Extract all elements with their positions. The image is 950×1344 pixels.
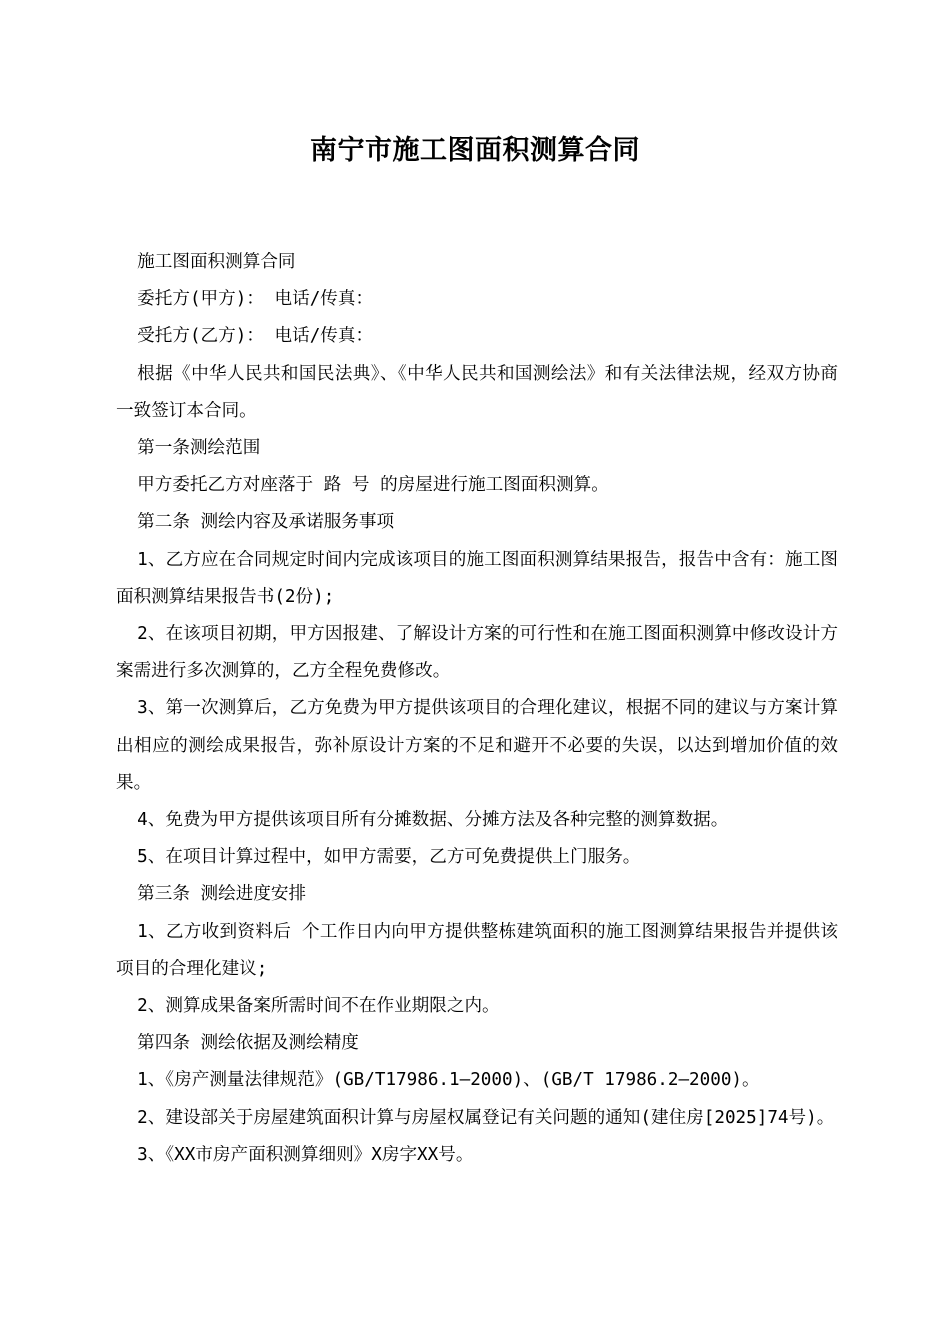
article-4-heading: 第四条 测绘依据及测绘精度 <box>137 1033 359 1054</box>
article-4-item-2: 2、建设部关于房屋建筑面积计算与房屋权属登记有关问题的通知(建住房[2025]74号)。 <box>137 1107 835 1128</box>
article-2-heading: 第二条 测绘内容及承诺服务事项 <box>137 512 395 533</box>
article-4-item-1: 1、《房产测量法律规范》(GB/T17986.1—2000)、(GB/T 17986.2—2000)。 <box>137 1070 760 1091</box>
article-2-item-3: 3、第一次测算后，乙方免费为甲方提供该项目的合理化建议，根据不同的建议与方案计算出相应的测绘成果报告，弥补原设计方案的不足和避开不必要的失误，以达到增加价值的效果。 <box>116 698 838 793</box>
document-body <box>116 244 838 1174</box>
article-2-item-1: 1、乙方应在合同规定时间内完成该项目的施工图面积测算结果报告，报告中含有：施工图面积测算结果报告书(2份); <box>116 549 838 607</box>
article-3-heading: 第三条 测绘进度安排 <box>137 884 307 905</box>
paragraph-legal-basis: 根据《中华人民共和国民法典》、《中华人民共和国测绘法》和有关法律法规，经双方协商一致签订本合同。 <box>116 363 838 421</box>
article-1-heading: 第一条测绘范围 <box>137 438 261 459</box>
paragraph-party-b: 受托方(乙方)： 电话/传真： <box>137 326 374 347</box>
article-3-item-2: 2、测算成果备案所需时间不在作业期限之内。 <box>137 996 500 1017</box>
article-2-item-5: 5、在项目计算过程中，如甲方需要，乙方可免费提供上门服务。 <box>137 847 641 868</box>
paragraph-contract-heading: 施工图面积测算合同 <box>137 252 296 272</box>
article-2-item-4: 4、免费为甲方提供该项目所有分摊数据、分摊方法及各种完整的测算数据。 <box>137 810 729 831</box>
article-2-item-2: 2、在该项目初期，甲方因报建、了解设计方案的可行性和在施工图面积测算中修改设计方案需进行多次测算的，乙方全程免费修改。 <box>116 624 838 682</box>
paragraph-party-a: 委托方(甲方)： 电话/传真： <box>137 289 374 310</box>
article-1-body: 甲方委托乙方对座落于 路 号 的房屋进行施工图面积测算。 <box>137 475 609 496</box>
document-title: 南宁市施工图面积测算合同 <box>310 135 640 166</box>
article-4-item-3: 3、《XX市房产面积测算细则》X房字XX号。 <box>137 1144 474 1165</box>
article-3-item-1: 1、乙方收到资料后 个工作日内向甲方提供整栋建筑面积的施工图测算结果报告并提供该项目的合理化建议; <box>116 921 838 979</box>
